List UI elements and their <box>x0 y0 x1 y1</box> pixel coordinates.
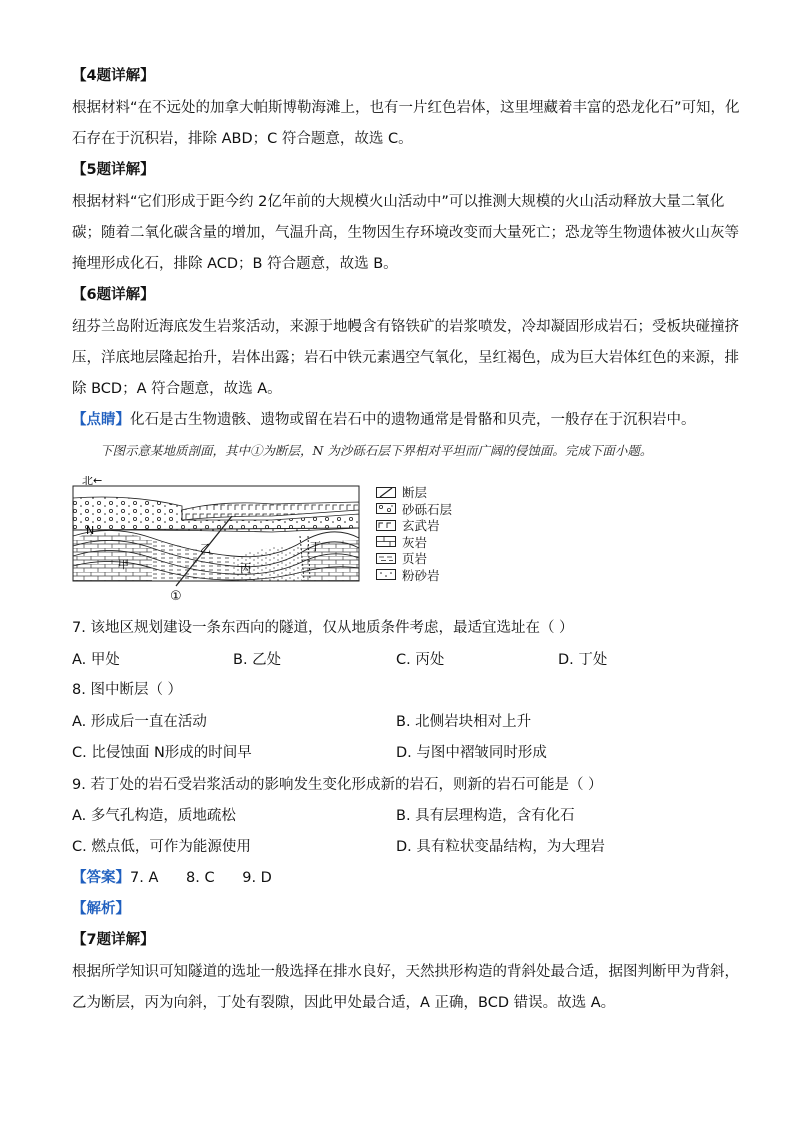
q8-stem: 8. 图中断层（ ） <box>72 682 183 698</box>
legend-label: 灰岩 <box>402 534 428 550</box>
q6-explanation-line1: 纽芬兰岛附近海底发生岩浆活动，来源于地幔含有铬铁矿的岩浆喷发，冷却凝固形成岩石；受板块碰撞挤 <box>72 319 739 335</box>
q9-stem: 9. 若丁处的岩石受岩浆活动的影响发生变化形成新的岩石，则新的岩石可能是（ ） <box>72 777 603 793</box>
legend-label: 玄武岩 <box>402 518 440 534</box>
section-header-q7: 【7题详解】 <box>72 932 155 948</box>
q4-explanation-line2: 石存在于沉积岩，排除 ABD；C 符合题意，故选 C。 <box>72 131 413 147</box>
q4-explanation-line1: 根据材料“在不远处的加拿大帕斯博勒海滩上，也有一片红色岩体，这里埋藏着丰富的恐龙化石”可知，化 <box>72 100 740 116</box>
legend-item-siltstone <box>376 567 452 584</box>
q9-option-a: A. 多气孔构造，质地疏松 <box>72 808 236 824</box>
answer-text: 7. A 8. C 9. D <box>130 870 272 886</box>
legend-label: 页岩 <box>402 551 428 567</box>
label-fault: ① <box>170 589 182 604</box>
north-arrow: 北← <box>82 476 103 487</box>
siltstone-symbol-icon <box>376 569 396 580</box>
legend-item-gravel <box>376 501 452 518</box>
limestone-symbol-icon <box>376 536 396 547</box>
label-ding: 丁 <box>310 540 321 553</box>
tip-paragraph <box>72 410 696 430</box>
answer-label: 【答案】 <box>72 870 130 886</box>
figure-caption: 下图示意某地质剖面，其中①为断层，N 为沙砾石层下界相对平坦而广阔的侵蚀面。完成下面小题。 <box>100 443 653 458</box>
section-header-q6: 【6题详解】 <box>72 287 155 303</box>
q5-explanation-line2: 碳；随着二氧化碳含量的增加，气温升高，生物因生存环境改变而大量死亡；恐龙等生物遗体被火山灰等 <box>72 225 739 241</box>
q8-option-b: B. 北侧岩块相对上升 <box>396 714 532 730</box>
q7-explanation-line1: 根据所学知识可知隧道的选址一般选择在排水良好，天然拱形构造的背斜处最合适，据图判断甲为背斜， <box>72 964 739 980</box>
q5-explanation-line1: 根据材料“它们形成于距今约 2亿年前的大规模火山活动中”可以推测大规模的火山活动释放大量二氧化 <box>72 194 725 210</box>
q7-stem: 7. 该地区规划建设一条东西向的隧道，仅从地质条件考虑，最适宜选址在（ ） <box>72 620 574 636</box>
gravel-symbol-icon <box>376 503 396 514</box>
legend-item-basalt <box>376 517 452 534</box>
q8-option-a: A. 形成后一直在活动 <box>72 714 207 730</box>
legend-item-limestone <box>376 534 452 551</box>
geologic-cross-section <box>72 476 372 610</box>
q7-option-b: B. 乙处 <box>233 652 282 668</box>
label-N: N <box>86 524 95 537</box>
legend-label: 砂砾石层 <box>402 501 453 517</box>
shale-symbol-icon <box>376 553 396 564</box>
analysis-label: 【解析】 <box>72 901 130 917</box>
figure-legend <box>376 484 452 583</box>
q9-option-c: C. 燃点低，可作为能源使用 <box>72 839 251 855</box>
legend-label: 粉砂岩 <box>402 567 440 583</box>
section-header-q4: 【4题详解】 <box>72 68 155 84</box>
fault-symbol-icon <box>376 487 396 498</box>
q5-explanation-line3: 掩埋形成化石，排除 ACD；B 符合题意，故选 B。 <box>72 256 398 272</box>
q7-option-c: C. 丙处 <box>396 652 445 668</box>
q8-option-d: D. 与图中褶皱同时形成 <box>396 745 547 761</box>
q9-option-d: D. 具有粒状变晶结构，为大理岩 <box>396 839 605 855</box>
q8-option-c: C. 比侵蚀面 N形成的时间早 <box>72 745 252 761</box>
q6-explanation-line3: 除 BCD；A 符合题意，故选 A。 <box>72 381 282 397</box>
q6-explanation-line2: 压，洋底地层隆起抬升，岩体出露；岩石中铁元素遇空气氧化，呈红褐色，成为巨大岩体红色的来源，排 <box>72 350 739 366</box>
tip-label: 【点睛】 <box>72 412 130 428</box>
label-jia: 甲 <box>118 558 129 571</box>
q7-option-a: A. 甲处 <box>72 652 120 668</box>
answer-row <box>72 868 272 888</box>
tip-text: 化石是古生物遗骸、遗物或留在岩石中的遗物通常是骨骼和贝壳，一般存在于沉积岩中。 <box>130 412 696 428</box>
q9-option-b: B. 具有层理构造，含有化石 <box>396 808 575 824</box>
label-bing: 丙 <box>240 562 251 575</box>
q7-explanation-line2: 乙为断层，丙为向斜，丁处有裂隙，因此甲处最合适，A 正确，BCD 错误。故选 A。 <box>72 995 616 1011</box>
legend-item-fault <box>376 484 452 501</box>
section-header-q5: 【5题详解】 <box>72 162 155 178</box>
basalt-symbol-icon <box>376 520 396 531</box>
legend-item-shale <box>376 550 452 567</box>
cross-section-drawing <box>72 476 372 606</box>
legend-label: 断层 <box>402 485 428 501</box>
label-yi: 乙 <box>200 542 211 555</box>
q7-option-d: D. 丁处 <box>558 652 608 668</box>
